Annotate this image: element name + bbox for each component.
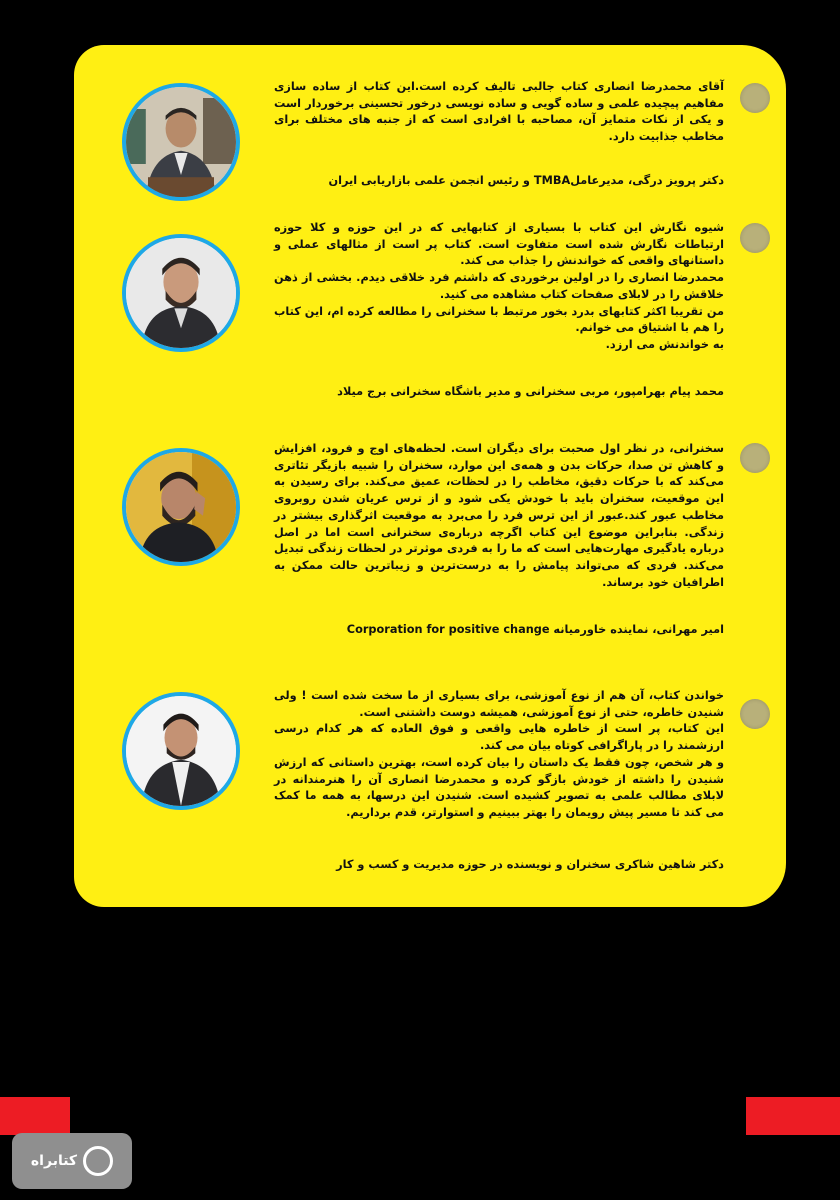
- endorsement-paragraph: این کتاب، پر است از خاطره هایی واقعی و فوق العاده که هر کدام درسی ارزشمند را در پاراگرافی کوتاه بیان می کند.: [274, 722, 724, 753]
- endorsement-text: [274, 79, 724, 146]
- portrait-icon: [126, 87, 236, 197]
- red-accent-right: [746, 1097, 840, 1135]
- endorsement-paragraph: سخنرانی، در نظر اول صحبت برای دیگران است. لحظه‌های اوج و فرود، افزایش و کاهش تن صدا، حرکات بدن و همه‌ی این موارد، سخنران را شبیه بازیگر تئاتری می‌کند که با حرکات دقیق، مخاطب را در لحظات، عمیق می‌کند. برای رسیدن به این موقعیت، سخنران باید با خودش یکی شود و از ترس عریان شدن روبروی مخاطب عبور کند.عبور از این ترس فرد را می‌برد به موقعیت اثرگذاری بیشتر در زندگی. بنابراین موضوع این کتاب اگرچه درباره‌ی سخنرانی است اما در اصل درباره یادگیری مهارت‌هایی است که ما را به فردی موثرتر در لحظات زندگی تبدیل می‌کند. فردی که می‌تواند پیامش را به درست‌ترین و زیباترین حالت ممکن به اطرافیان خود برساند.: [274, 442, 724, 589]
- endorsement-signature: دکتر شاهین شاکری سخنران و نویسنده در حوزه مدیریت و کسب و کار: [336, 858, 724, 871]
- endorsement-paragraph: من تقریبا اکثر کتابهای بدرد بخور مرتبط با سخنرانی را مطالعه کرده ام، این کتاب را هم با اشتیاق می خوانم.: [274, 304, 724, 335]
- endorsement-signature: امیر مهرانی، نماینده خاورمیانه Corporation for positive change: [346, 623, 724, 636]
- endorsement-paragraph: شیوه نگارش این کتاب با بسیاری از کتابهایی که در این حوزه و کلا حوزه ارتباطات نگارش شده است متفاوت است. کتاب پر است از مثالهای عملی و داستانهای واقعی که خواندنش را جذاب می کند.: [274, 221, 724, 268]
- ketabrah-logo[interactable]: [12, 1133, 132, 1189]
- author-photo-3: [122, 448, 240, 566]
- portrait-icon: [126, 696, 236, 806]
- endorsement-paragraph: محمدرضا انصاری را در اولین برخوردی که داشتم فرد خلاقی دیدم. بخشی از ذهن خلاقش را در لابلای صفحات کتاب مشاهده می کنید.: [274, 271, 724, 301]
- endorsement-text: [274, 688, 724, 822]
- endorsement-paragraph: و هر شخص، چون فقط یک داستان را بیان کرده است، بهترین داستانی که ارزش شنیدن را داشته از خودش بازگو کرده و محمدرضا انصاری آن را هنرمندانه در لابلای مطالب علمی به تصویر کشیده است. شنیدن این درسها، به همه ما کمک می کند تا مسیر پیش رویمان را بهتر ببینیم و استوارتر، قدم برداریم.: [274, 755, 724, 819]
- logo-text: کتابراه: [30, 1153, 78, 1169]
- author-photo-2: [122, 234, 240, 352]
- bullet-marker: [740, 83, 770, 113]
- endorsement-paragraph: به خواندنش می ارزد.: [605, 337, 724, 351]
- author-photo-4: [122, 692, 240, 810]
- red-accent-left: [0, 1097, 70, 1135]
- portrait-icon: [126, 238, 236, 348]
- endorsement-signature: محمد پیام بهرامپور، مربی سخنرانی و مدیر باشگاه سخنرانی برج میلاد: [337, 385, 724, 398]
- bullet-marker: [740, 223, 770, 253]
- endorsement-paragraph: آقای محمدرضا انصاری کتاب جالبی تالیف کرده است.این کتاب از ساده سازی مفاهیم پیچیده علمی و ساده گویی و ساده نویسی درخور تحسینی برخوردار است و یکی از نکات متمایز آن، مصاحبه با افرادی است که از جنبه های مختلف برای مخاطب جذابیت دارد.: [274, 80, 724, 144]
- endorsement-text: [274, 441, 724, 591]
- author-photo-1: [122, 83, 240, 201]
- bullet-marker: [740, 443, 770, 473]
- logo-icon: [83, 1146, 113, 1176]
- endorsements-panel: [74, 45, 786, 907]
- portrait-icon: [126, 452, 236, 562]
- endorsement-paragraph: خواندن کتاب، آن هم از نوع آموزشی، برای بسیاری از ما سخت شده است ! ولی شنیدن خاطره، حتی از نوع آموزشی، همیشه دوست داشتنی است.: [274, 689, 724, 719]
- bullet-marker: [740, 699, 770, 729]
- endorsement-signature: دکتر پرویز درگی، مدیرعاملTMBA و رئیس انجمن علمی بازاریابی ایران: [328, 174, 724, 187]
- endorsement-text: [274, 220, 724, 354]
